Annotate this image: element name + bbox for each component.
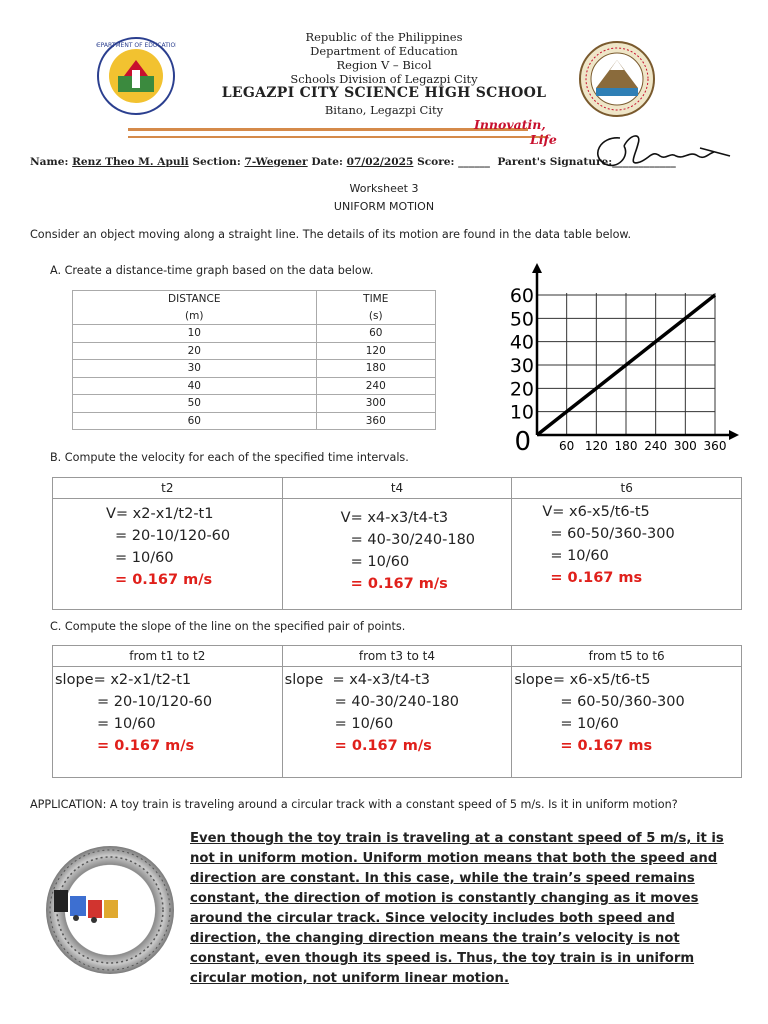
answer-line: = 0.167 m/s (97, 738, 195, 754)
time-header: TIME (316, 291, 435, 308)
x-tick-label: 180 (614, 439, 638, 453)
table-row (73, 360, 436, 378)
velocity-col-head: t6 (512, 478, 742, 499)
answer-line: = 0.167 m/s (115, 572, 213, 588)
school-address: Bitano, Legazpi City (324, 103, 444, 117)
velocity-col-head: t2 (53, 478, 283, 499)
formula-line: V= x4-x3/t4-t3 (340, 510, 449, 526)
section-c-instruction: C. Compute the slope of the line on the specified pair of points. (50, 620, 406, 633)
distance-cell: 10 (73, 325, 317, 343)
intro-text: Consider an object moving along a straight line. The details of its motion are found in the data table below. (30, 228, 632, 241)
substitution-line: = 20-10/120-60 (97, 694, 213, 710)
velocity-table (52, 477, 742, 610)
answer-line: = 0.167 ms (560, 738, 653, 754)
time-cell: 240 (316, 377, 435, 395)
substitution-line: = 40-30/240-180 (350, 532, 476, 548)
tagline-innovating: Innovatin, (474, 117, 546, 132)
velocity-cell-t6 (512, 499, 742, 610)
substitution-line: = 20-10/120-60 (115, 528, 231, 544)
student-section: 7-Wegener (244, 156, 308, 168)
answer-line: = 0.167 m/s (350, 576, 448, 592)
worksheet-number: Worksheet 3 (349, 182, 419, 195)
score-blank: ______ (458, 156, 490, 168)
toy-train-track-image (40, 838, 180, 978)
y-tick-label: 10 (509, 401, 534, 424)
substitution-line: = 60-50/360-300 (560, 694, 685, 710)
time-cell: 180 (316, 360, 435, 378)
application-answer: Even though the toy train is traveling at a constant speed of 5 m/s, it is not in uniform motion. Uniform motion means that both the speed and direction are constant. In this case, while the train’s speed remains constant, the direction of motion is constantly changing as it moves around the circular track. Since velocity includes both speed and direction, the changing direction means the train’s velocity is not constant, even though its speed is. Thus, the toy train is in uniform circular motion, not uniform linear motion. (190, 831, 724, 986)
header-divider-top (128, 128, 528, 131)
y-tick-label: 60 (509, 285, 534, 307)
time-cell: 60 (316, 325, 435, 343)
formula-line: V= x2-x1/t2-t1 (106, 506, 214, 522)
formula-line: slope= x6-x5/t6-t5 (514, 672, 651, 688)
svg-text:DEPARTMENT OF EDUCATION: DEPARTMENT OF EDUCATION (96, 42, 176, 49)
parent-signature-label: Parent's Signature: (497, 156, 613, 168)
formula-line: slope= x2-x1/t2-t1 (55, 672, 192, 688)
time-cell: 360 (316, 412, 435, 430)
table-row (73, 377, 436, 395)
region-line: Region V – Bicol (336, 58, 432, 72)
table-row (73, 395, 436, 413)
time-cell: 120 (316, 342, 435, 360)
x-tick-label: 300 (673, 439, 697, 453)
worksheet-date: 07/02/2025 (346, 156, 414, 168)
republic-line: Republic of the Philippines (305, 30, 463, 44)
parent-signature-image (580, 126, 750, 181)
y-axis-arrow (532, 263, 542, 273)
slope-cell-t5-t6 (512, 667, 742, 778)
slope-cell-t3-t4 (282, 667, 512, 778)
table-row (73, 412, 436, 430)
distance-unit: (m) (73, 308, 317, 325)
score-label: Score: (417, 156, 455, 168)
name-label: Name: (30, 156, 69, 168)
time-cell: 300 (316, 395, 435, 413)
y-tick-label: 40 (509, 331, 534, 354)
fraction-line: = 10/60 (115, 550, 174, 566)
y-tick-label: 20 (509, 378, 534, 401)
answer-line: = 0.167 ms (550, 570, 643, 586)
x-axis-arrow (729, 430, 739, 440)
header-divider-bottom (128, 136, 548, 138)
distance-time-table (72, 290, 436, 430)
fraction-line: = 10/60 (350, 554, 410, 570)
distance-cell: 20 (73, 342, 317, 360)
application-question: APPLICATION: A toy train is traveling around a circular track with a constant speed of 5 m/s. Is it in uniform motion? (30, 798, 678, 811)
formula-line: V= x6-x5/t6-t5 (542, 504, 650, 520)
y-tick-label: 50 (509, 308, 534, 331)
division-line: Schools Division of Legazpi City (290, 72, 478, 86)
table-row (73, 342, 436, 360)
formula-line: slope = x4-x3/t4-t3 (284, 672, 430, 688)
x-tick-label: 120 (584, 439, 608, 453)
section-a-instruction: A. Create a distance-time graph based on the data below. (50, 264, 374, 277)
velocity-cell-t4 (282, 499, 512, 610)
tagline-life: Life (530, 132, 557, 147)
fraction-line: = 10/60 (550, 548, 609, 564)
school-name: LEGAZPI CITY SCIENCE HIGH SCHOOL (221, 85, 547, 101)
x-tick-label: 240 (644, 439, 668, 453)
fraction-line: = 10/60 (334, 716, 394, 732)
date-label: Date: (311, 156, 343, 168)
distance-cell: 30 (73, 360, 317, 378)
fraction-line: = 10/60 (97, 716, 156, 732)
origin-label: 0 (514, 427, 531, 457)
parent-signature-blank: ____________ (612, 156, 676, 168)
distance-header: DISTANCE (73, 291, 317, 308)
slope-table (52, 645, 742, 778)
student-name: Renz Theo M. Apuli (72, 156, 189, 168)
section-b-instruction: B. Compute the velocity for each of the specified time intervals. (50, 451, 409, 464)
slope-cell-t1-t2 (53, 667, 283, 778)
worksheet-title: UNIFORM MOTION (333, 200, 435, 213)
distance-time-graph (495, 255, 745, 460)
distance-cell: 60 (73, 412, 317, 430)
student-info-line (30, 156, 676, 168)
x-tick-label: 360 (703, 439, 727, 453)
substitution-line: = 40-30/240-180 (334, 694, 460, 710)
velocity-cell-t2 (53, 499, 283, 610)
slope-col-head: from t5 to t6 (512, 646, 742, 667)
y-tick-label: 30 (509, 355, 534, 377)
slope-col-head: from t3 to t4 (282, 646, 512, 667)
time-unit: (s) (316, 308, 435, 325)
fraction-line: = 10/60 (560, 716, 619, 732)
x-tick-label: 60 (559, 439, 575, 453)
department-line: Department of Education (310, 44, 458, 58)
distance-cell: 40 (73, 377, 317, 395)
section-label: Section: (192, 156, 241, 168)
slope-col-head: from t1 to t2 (53, 646, 283, 667)
velocity-col-head: t4 (282, 478, 512, 499)
substitution-line: = 60-50/360-300 (550, 526, 675, 542)
answer-line: = 0.167 m/s (334, 738, 432, 754)
table-row (73, 325, 436, 343)
distance-cell: 50 (73, 395, 317, 413)
